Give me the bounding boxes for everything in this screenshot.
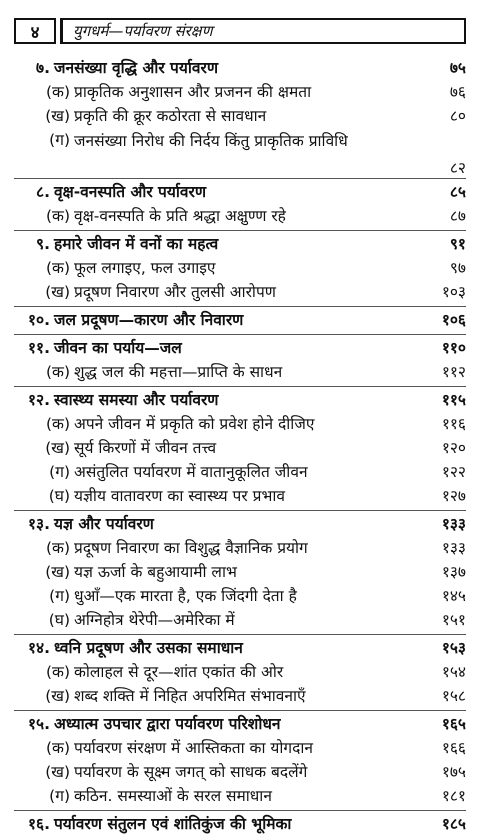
toc-entry-page: १२७ xyxy=(441,487,466,505)
toc-entry-title: यज्ञ ऊर्जा के बहुआयामी लाभ xyxy=(74,563,237,581)
toc-chapter-row xyxy=(14,182,466,206)
toc-section-row xyxy=(14,438,466,462)
toc-entry-page: १३३ xyxy=(441,539,466,557)
toc-entry-page: १२२ xyxy=(441,463,466,481)
toc-entry-title: यज्ञीय वातावरण का स्वास्थ्य पर प्रभाव xyxy=(74,487,285,505)
toc-section-row xyxy=(14,686,466,710)
chapter-divider xyxy=(14,810,466,811)
toc-entry-number: १४. xyxy=(27,639,50,657)
toc-entry-title: जनसंख्या निरोध की निर्दय किंतु प्राकृतिक प्राविधि xyxy=(74,132,348,150)
toc-entry-number: (ग) xyxy=(49,587,70,605)
toc-entry-number: (क) xyxy=(46,739,70,757)
toc-entry-number: (ग) xyxy=(49,131,70,149)
toc-entry-page: १६५ xyxy=(441,715,466,733)
toc-entry-number: (ग) xyxy=(49,463,70,481)
toc-entry-page: १५८ xyxy=(441,687,466,705)
toc-entry-title: सूर्य किरणों में जीवन तत्त्व xyxy=(74,439,217,457)
toc-entry-number: (क) xyxy=(46,83,70,101)
chapter-divider xyxy=(14,634,466,635)
chapter-divider xyxy=(14,510,466,511)
toc-section-row xyxy=(14,786,466,810)
toc-entry-title: वृक्ष-वनस्पति और पर्यावरण xyxy=(54,183,207,201)
toc-section-row xyxy=(14,362,466,386)
toc-entry-title: स्वास्थ्य समस्या और पर्यावरण xyxy=(54,391,219,409)
toc-chapter-row xyxy=(14,58,466,82)
toc-entry-title: प्रदूषण निवारण का विशुद्ध वैज्ञानिक प्रयोग xyxy=(74,539,308,557)
toc-chapter-row xyxy=(14,514,466,538)
toc-entry-page: १६६ xyxy=(441,739,466,757)
chapter-divider xyxy=(14,230,466,231)
toc-entry-title: असंतुलित पर्यावरण में वातानुकूलित जीवन xyxy=(74,463,308,481)
toc-entry-title: हमारे जीवन में वनों का महत्व xyxy=(54,235,219,253)
toc-entry-page: १७५ xyxy=(441,763,466,781)
toc-entry-title: अपने जीवन में प्रकृति को प्रवेश होने दीजिए xyxy=(74,415,315,433)
toc-chapter-row xyxy=(14,814,466,838)
toc-section-row xyxy=(14,106,466,130)
toc-section-row xyxy=(14,538,466,562)
toc-entry-number: (घ) xyxy=(48,487,70,505)
toc-entry-page: ११२ xyxy=(441,363,466,381)
table-of-contents xyxy=(14,58,466,838)
toc-entry-page: १४५ xyxy=(441,587,466,605)
toc-chapter-row xyxy=(14,310,466,334)
page-number: ४ xyxy=(14,18,56,44)
toc-entry-title: प्रकृति की क्रूर कठोरता से सावधान xyxy=(74,107,267,125)
toc-entry-page: १५३ xyxy=(441,639,466,657)
toc-entry-number: ११. xyxy=(27,339,50,357)
toc-section-row xyxy=(14,130,466,178)
toc-entry-title: पर्यावरण संतुलन एवं शांतिकुंज की भूमिका xyxy=(54,815,292,833)
toc-entry-page: ७५ xyxy=(449,59,466,77)
toc-entry-page: ११६ xyxy=(441,415,466,433)
toc-section-row xyxy=(14,562,466,586)
toc-entry-title: वृक्ष-वनस्पति के प्रति श्रद्धा अक्षुण्ण रहे xyxy=(74,207,286,225)
toc-entry-page: १५४ xyxy=(441,663,466,681)
chapter-divider xyxy=(14,306,466,307)
toc-entry-page: १२० xyxy=(441,439,466,457)
toc-entry-number: १६. xyxy=(27,815,50,833)
toc-section-row xyxy=(14,762,466,786)
toc-entry-number: (ख) xyxy=(45,563,70,581)
toc-entry-page: १०६ xyxy=(441,311,466,329)
toc-entry-number: १२. xyxy=(27,391,50,409)
toc-entry-page: ११० xyxy=(441,339,466,357)
toc-entry-title: फूल लगाइए, फल उगाइए xyxy=(74,259,216,277)
toc-entry-title: अध्यात्म उपचार द्वारा पर्यावरण परिशोधन xyxy=(54,715,281,733)
toc-entry-number: (क) xyxy=(46,539,70,557)
toc-section-row xyxy=(14,610,466,634)
toc-entry-title: अग्निहोत्र थेरेपी—अमेरिका में xyxy=(74,611,235,629)
toc-entry-page: ९१ xyxy=(449,235,466,253)
toc-entry-page: ११५ xyxy=(441,391,466,409)
toc-entry-number: (ख) xyxy=(45,763,70,781)
toc-entry-number: ७. xyxy=(36,59,50,77)
toc-entry-page: १८५ xyxy=(441,815,466,833)
chapter-divider xyxy=(14,334,466,335)
toc-entry-title: कोलाहल से दूर—शांत एकांत की ओर xyxy=(74,663,284,681)
toc-entry-number: (ख) xyxy=(45,687,70,705)
toc-entry-page: ७६ xyxy=(449,83,466,101)
toc-section-row xyxy=(14,586,466,610)
toc-entry-number: १०. xyxy=(27,311,50,329)
toc-entry-title: प्रदूषण निवारण और तुलसी आरोपण xyxy=(74,283,276,301)
toc-entry-title: ध्वनि प्रदूषण और उसका समाधान xyxy=(54,639,243,657)
toc-entry-title: धुआँ—एक मारता है, एक जिंदगी देता है xyxy=(74,587,297,605)
toc-entry-page: १०३ xyxy=(441,283,466,301)
chapter-divider xyxy=(14,386,466,387)
toc-entry-number: (क) xyxy=(46,415,70,433)
toc-section-row xyxy=(14,462,466,486)
toc-entry-title: प्राकृतिक अनुशासन और प्रजनन की क्षमता xyxy=(74,83,312,101)
toc-section-row xyxy=(14,486,466,510)
toc-entry-title: कठिन. समस्याओं के सरल समाधान xyxy=(74,787,272,805)
toc-entry-number: (ख) xyxy=(45,107,70,125)
toc-entry-number: (ख) xyxy=(45,439,70,457)
toc-entry-page: १८१ xyxy=(441,787,466,805)
toc-chapter-row xyxy=(14,638,466,662)
toc-entry-page: ८७ xyxy=(449,207,466,225)
running-title: युगधर्म—पर्यावरण संरक्षण xyxy=(60,18,466,44)
toc-entry-title: जल प्रदूषण—कारण और निवारण xyxy=(54,311,244,329)
toc-entry-page: ८० xyxy=(449,107,466,125)
toc-entry-number: (क) xyxy=(46,259,70,277)
toc-entry-title: जीवन का पर्याय—जल xyxy=(54,339,182,357)
toc-section-row xyxy=(14,282,466,306)
toc-entry-number: (ग) xyxy=(49,787,70,805)
toc-entry-number: ८. xyxy=(36,183,50,201)
toc-section-row xyxy=(14,738,466,762)
toc-entry-number: १५. xyxy=(27,715,50,733)
toc-section-row xyxy=(14,662,466,686)
toc-entry-number: ९. xyxy=(36,235,50,253)
toc-entry-page: ९७ xyxy=(449,259,466,277)
chapter-divider xyxy=(14,178,466,179)
toc-entry-number: १३. xyxy=(27,515,50,533)
toc-chapter-row xyxy=(14,338,466,362)
toc-section-row xyxy=(14,258,466,282)
toc-entry-title: जनसंख्या वृद्धि और पर्यावरण xyxy=(54,59,219,77)
toc-entry-page: ८२ xyxy=(449,159,466,177)
toc-section-row xyxy=(14,82,466,106)
toc-entry-number: (क) xyxy=(46,363,70,381)
toc-entry-page: १५१ xyxy=(441,611,466,629)
toc-entry-title: शुद्ध जल की महत्ता—प्राप्ति के साधन xyxy=(74,363,283,381)
toc-entry-page: ८५ xyxy=(449,183,466,201)
toc-entry-number: (क) xyxy=(46,207,70,225)
page-header xyxy=(14,18,466,46)
toc-entry-title: शब्द शक्ति में निहित अपरिमित संभावनाएँ xyxy=(74,687,306,705)
toc-entry-title: पर्यावरण के सूक्ष्म जगत् को साधक बदलेंगे xyxy=(74,763,308,781)
toc-entry-number: (ख) xyxy=(45,283,70,301)
toc-section-row xyxy=(14,414,466,438)
toc-section-row xyxy=(14,206,466,230)
toc-entry-number: (क) xyxy=(46,663,70,681)
toc-chapter-row xyxy=(14,390,466,414)
toc-entry-page: १३३ xyxy=(441,515,466,533)
toc-entry-title: यज्ञ और पर्यावरण xyxy=(54,515,154,533)
toc-entry-title: पर्यावरण संरक्षण में आस्तिकता का योगदान xyxy=(74,739,313,757)
chapter-divider xyxy=(14,710,466,711)
toc-entry-page: १३७ xyxy=(441,563,466,581)
toc-chapter-row xyxy=(14,714,466,738)
toc-entry-number: (घ) xyxy=(48,611,70,629)
toc-chapter-row xyxy=(14,234,466,258)
